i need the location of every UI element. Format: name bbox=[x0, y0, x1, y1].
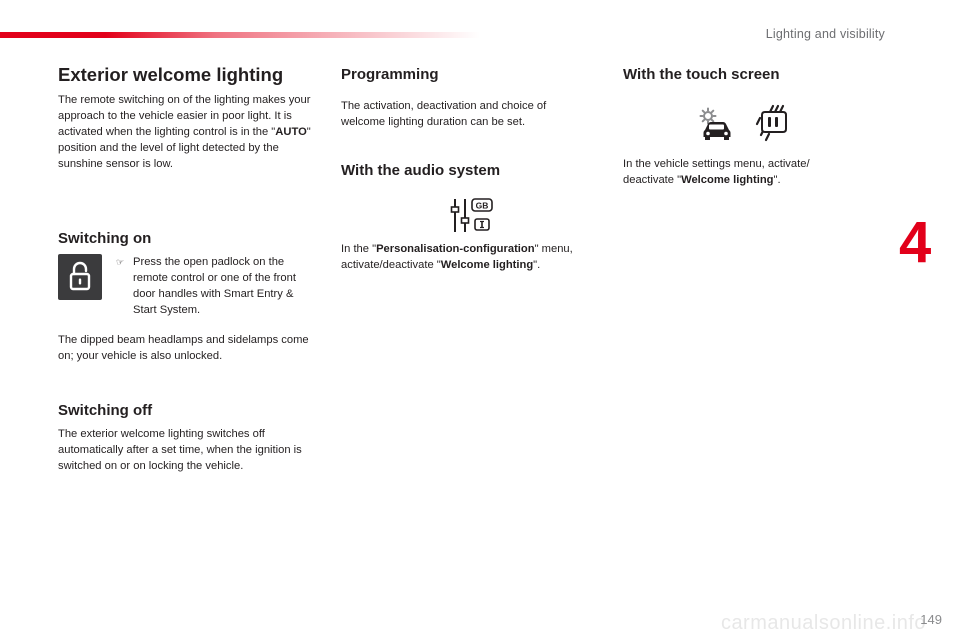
page-heading: Exterior welcome lighting bbox=[58, 64, 284, 85]
intro-text-b: " position and the level of light detected by the sunshine sensor is low. bbox=[58, 126, 311, 170]
open-padlock-icon bbox=[58, 254, 102, 300]
audio-menu-name: Personalisation-configuration bbox=[376, 243, 535, 255]
audio-system-text bbox=[341, 241, 603, 273]
bullet-text: Press the open padlock on the remote control or one of the front door handles with Smart Entry & Start System. bbox=[133, 256, 296, 316]
switching-on-block bbox=[58, 254, 320, 324]
audio-text-c: ". bbox=[533, 259, 541, 271]
car-settings-icon bbox=[699, 106, 733, 145]
intro-paragraph bbox=[58, 92, 314, 172]
touch-screen-heading: With the touch screen bbox=[623, 66, 780, 83]
header-accent-bar bbox=[0, 32, 480, 38]
audio-text-b: " menu, activate/deactivate " bbox=[341, 243, 573, 271]
switching-off-heading: Switching off bbox=[58, 402, 153, 419]
programming-heading: Programming bbox=[341, 66, 439, 83]
switching-on-result: The dipped beam headlamps and sidelamps come on; your vehicle is also unlocked. bbox=[58, 334, 309, 362]
audio-icon-badge: GB bbox=[475, 200, 489, 211]
switching-off-text: The exterior welcome lighting switches off automatically after a set time, when the ignition is switched on or on locking the vehicle. bbox=[58, 428, 302, 472]
audio-system-heading: With the audio system bbox=[341, 162, 501, 179]
bullet-item bbox=[116, 254, 320, 318]
audio-option-name: Welcome lighting bbox=[440, 259, 534, 271]
chapter-number: 4 bbox=[899, 210, 932, 275]
audio-settings-icon bbox=[449, 196, 495, 241]
touch-text-a: In the vehicle settings menu, activate/ deactivate " bbox=[623, 158, 810, 186]
column-welcome-lighting bbox=[58, 58, 320, 472]
intro-text-a: The remote switching on of the lighting makes your approach to the vehicle easier in poor light. It is activated when the lighting control is in the " bbox=[58, 94, 311, 138]
intro-text-bold: AUTO bbox=[275, 126, 307, 138]
page-number: 149 bbox=[920, 612, 942, 627]
touch-option-name: Welcome lighting bbox=[681, 174, 774, 186]
bullet-marker: ☞ bbox=[116, 257, 125, 267]
watermark: carmanualsonline.info bbox=[720, 612, 926, 634]
headlamp-icon bbox=[754, 104, 790, 147]
section-title: Lighting and visibility bbox=[765, 27, 885, 41]
programming-text: The activation, deactivation and choice of welcome lighting duration can be set. bbox=[341, 100, 547, 128]
audio-text-a: In the " bbox=[341, 243, 377, 255]
touch-screen-text bbox=[623, 156, 863, 188]
switching-on-heading: Switching on bbox=[58, 230, 152, 247]
touch-text-b: ". bbox=[773, 174, 781, 186]
